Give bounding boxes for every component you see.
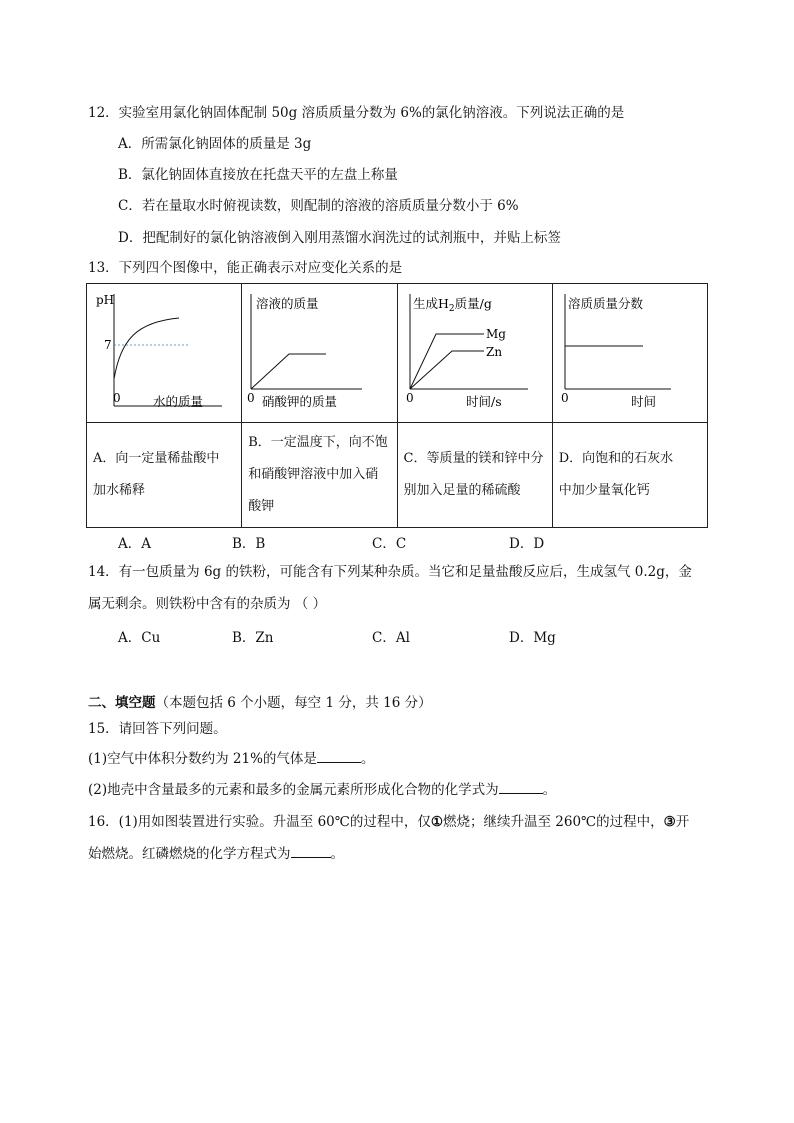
- desc-d-line1: D．向饱和的石灰水: [558, 451, 674, 466]
- q14-line2: 属无剩余。则铁粉中含有的杂质为 （ ）: [88, 596, 327, 612]
- q14-option-b: B．Zn: [232, 630, 274, 646]
- q12-option-b: B．氯化钠固体直接放在托盘天平的左盘上称量: [118, 167, 398, 183]
- q12-option-c: C．若在量取水时俯视读数，则配制的溶液的溶质质量分数小于 6%: [118, 198, 519, 214]
- section2-note: （本题包括 6 个小题，每空 1 分，共 16 分）: [155, 695, 432, 711]
- graph-cell-a: [87, 284, 242, 423]
- q14-option-d: D．Mg: [509, 630, 556, 646]
- graph-cell-c: [397, 284, 552, 423]
- circle-1: ①: [430, 814, 443, 830]
- circle-3: ③: [663, 814, 676, 830]
- q14-option-a: A．Cu: [118, 630, 161, 646]
- desc-cell-b: [242, 423, 397, 528]
- desc-b-line2: 和硝酸钾溶液中加入硝: [248, 467, 379, 482]
- desc-c-line2: 别加入足量的稀硫酸: [403, 483, 521, 498]
- q13-stem: 13．下列四个图像中，能正确表示对应变化关系的是: [88, 260, 403, 276]
- desc-cell-a: [87, 423, 242, 528]
- graph-c-label-zn: Zn: [485, 345, 502, 359]
- graph-c-label-mg: Mg: [485, 327, 506, 341]
- desc-cell-d: [552, 423, 707, 528]
- desc-b-line1: B．一定温度下，向不饱: [248, 435, 388, 450]
- q14-line1: 14．有一包质量为 6g 的铁粉，可能含有下列某种杂质。当它和足量盐酸反应后，生成氢气 0.2g，金: [88, 564, 692, 580]
- graph-a-ylabel: pH: [96, 293, 115, 307]
- q13-option-c: C．C: [372, 536, 407, 552]
- q13-graph-table: [86, 283, 708, 528]
- graph-c: [398, 284, 556, 418]
- q15-part2-blank[interactable]: [499, 781, 543, 794]
- q12-option-a: A．所需氯化钠固体的质量是 3g: [118, 136, 312, 152]
- section2-title: 二、填空题: [88, 695, 156, 711]
- q16-line1: 16．(1)用如图装置进行实验。升温至 60℃的过程中，仅①燃烧；继续升温至 260℃的过程中，③开: [88, 814, 690, 830]
- q15-stem: 15．请回答下列问题。: [88, 721, 227, 737]
- graph-cell-d: [552, 284, 707, 423]
- graph-a-origin: 0: [113, 391, 121, 405]
- desc-d-line2: 中加少量氧化钙: [558, 483, 650, 498]
- q13-option-b: B．B: [232, 536, 266, 552]
- desc-a-line1: A．向一定量稀盐酸中: [93, 451, 220, 466]
- q15-part1-blank[interactable]: [317, 750, 361, 763]
- q15-part2: (2)地壳中含量最多的元素和最多的金属元素所形成化合物的化学式为 。: [88, 782, 557, 798]
- graph-cell-b: [242, 284, 397, 423]
- q13-option-d: D．D: [509, 536, 545, 552]
- graph-a-xlabel: 水的质量: [153, 394, 204, 409]
- desc-cell-c: [397, 423, 552, 528]
- graph-d-ylabel: 溶质质量分数: [567, 296, 643, 311]
- q15-part1: (1)空气中体积分数约为 21%的气体是 。: [88, 751, 375, 767]
- graph-b-origin: 0: [247, 391, 255, 405]
- desc-b-line3: 酸钾: [248, 499, 275, 514]
- graph-d-origin: 0: [560, 391, 569, 405]
- desc-a-line2: 加水稀释: [93, 483, 146, 498]
- q12-option-d: D．把配制好的氯化钠溶液倒入刚用蒸馏水润洗过的试剂瓶中，并贴上标签: [118, 230, 561, 246]
- graph-d: [553, 284, 699, 418]
- desc-c-line1: C．等质量的镁和锌中分: [403, 451, 544, 466]
- graph-c-origin: 0: [405, 391, 414, 405]
- section2-heading: [88, 694, 432, 712]
- q16-line2: 始燃烧。红磷燃烧的化学方程式为 。: [88, 846, 344, 862]
- graph-b: [242, 284, 408, 418]
- q12-stem: 12．实验室用氯化钠固体配制 50g 溶质质量分数为 6%的氯化钠溶液。下列说法正确的是: [88, 105, 625, 121]
- graph-c-ylabel: 生成$H_2$质量/g: [412, 296, 492, 314]
- q13-option-a: A．A: [118, 536, 151, 552]
- graph-b-xlabel: 硝酸钾的质量: [262, 394, 338, 409]
- graph-a-ref-7: 7: [104, 338, 112, 352]
- graph-c-xlabel: 时间/s: [465, 394, 502, 409]
- graph-b-ylabel: 溶液的质量: [256, 296, 319, 311]
- graph-d-xlabel: 时间: [630, 394, 656, 409]
- graph-a: [87, 284, 237, 418]
- q16-blank[interactable]: [291, 845, 331, 858]
- q14-option-c: C．Al: [372, 630, 410, 646]
